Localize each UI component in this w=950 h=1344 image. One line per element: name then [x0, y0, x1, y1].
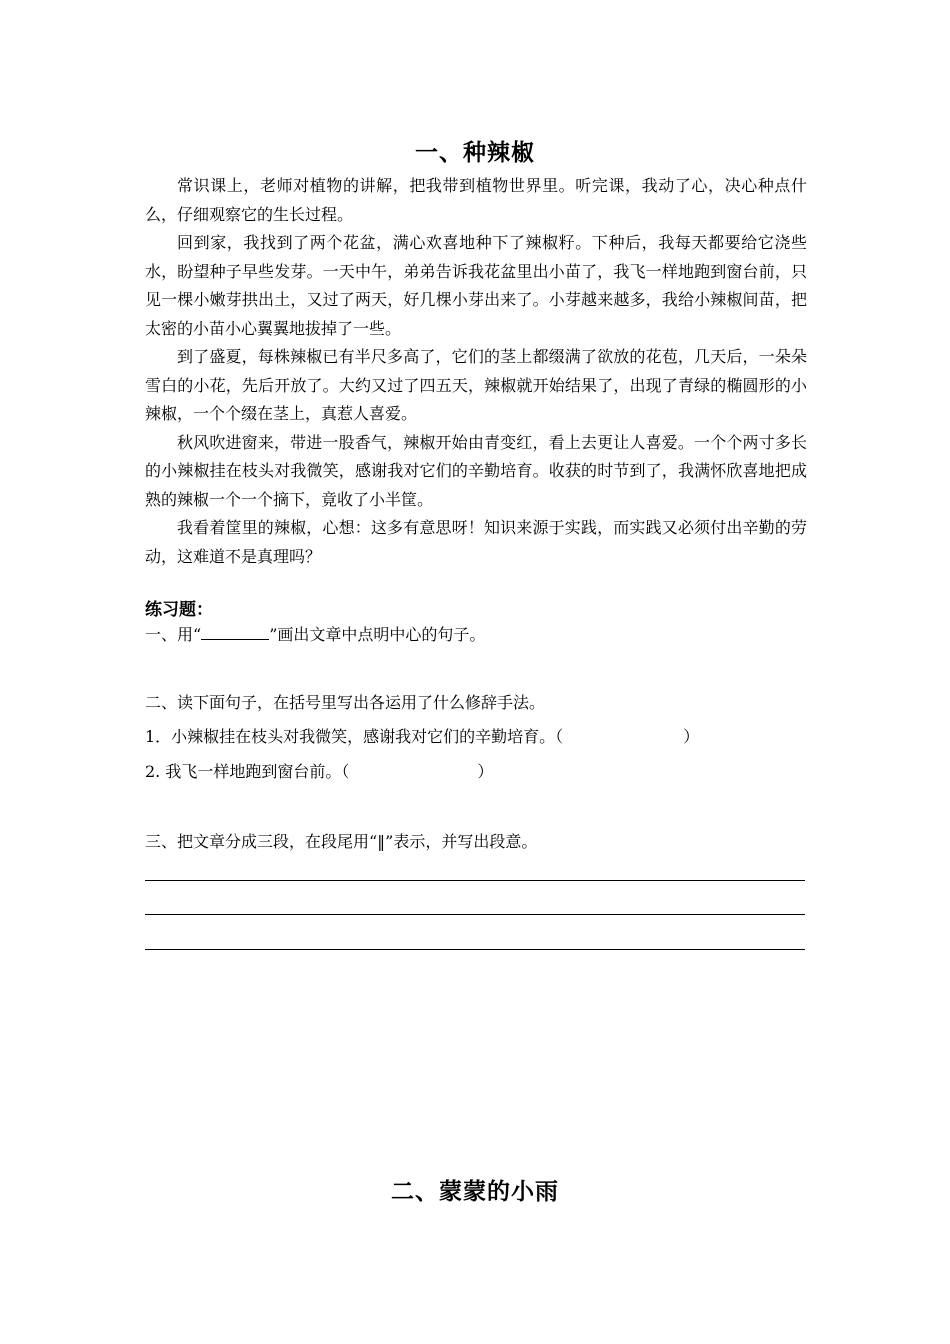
question-1-suffix: ”画出文章中点明中心的句子。: [269, 625, 486, 644]
question-1-prefix: 一、用“: [145, 625, 202, 644]
article-paragraph: 回到家，我找到了两个花盆，满心欢喜地种下了辣椒籽。下种后，我每天都要给它浇些水，盼望种子早些发芽。一天中午，弟弟告诉我花盆里出小苗了，我飞一样地跑到窗台前，只见一棵小嫩芽拱出土，又过了两天，好几棵小芽出来了。小芽越来越多，我给小辣椒间苗，把太密的小苗小心翼翼地拔掉了一些。: [145, 233, 807, 338]
answer-line[interactable]: [145, 914, 805, 915]
section-title: 一、种辣椒: [415, 140, 535, 166]
question-3: 三、把文章分成三段，在段尾用“‖”表示，并写出段意。: [145, 832, 538, 851]
question-2-item-2-text: 2. 我飞一样地跑到窗台前。（: [145, 762, 350, 781]
close-paren: ）: [477, 762, 494, 781]
question-2-item-1: [145, 724, 699, 747]
question-1: [145, 622, 485, 645]
article-paragraph: 秋风吹进窗来，带进一股香气，辣椒开始由青变红，看上去更让人喜爱。一个个两寸多长的小辣椒挂在枝头对我微笑，感谢我对它们的辛勤培育。收获的时节到了，我满怀欣喜地把成熟的辣椒一个一个摘下，竟收了小半筐。: [145, 432, 807, 509]
answer-line[interactable]: [145, 949, 805, 950]
underline-blank: [201, 625, 269, 640]
article-paragraph: 到了盛夏，每株辣椒已有半尺多高了，它们的茎上都缀满了欲放的花苞，几天后，一朵朵雪白的小花，先后开放了。大约又过了四五天，辣椒就开始结果了，出现了青绿的椭圆形的小辣椒，一个个缀在茎上，真惹人喜爱。: [145, 347, 807, 423]
close-paren: ）: [683, 727, 700, 746]
question-2-item-2: [145, 759, 493, 782]
article-paragraph: 我看着筐里的辣椒，心想：这多有意思呀！知识来源于实践，而实践又必须付出辛勤的劳动，这难道不是真理吗？: [145, 518, 807, 566]
answer-line[interactable]: [145, 880, 805, 881]
question-2: 二、读下面句子，在括号里写出各运用了什么修辞手法。: [145, 693, 546, 712]
article-body: [145, 172, 807, 571]
question-2-item-1-text: 1．小辣椒挂在枝头对我微笑，感谢我对它们的辛勤培育。（: [145, 727, 564, 746]
article-paragraph: 常识课上，老师对植物的讲解，把我带到植物世界里。听完课，我动了心，决心种点什么，仔细观察它的生长过程。: [145, 176, 807, 224]
exercise-heading: 练习题：: [145, 600, 213, 620]
section-title: 二、蒙蒙的小雨: [391, 1179, 559, 1205]
